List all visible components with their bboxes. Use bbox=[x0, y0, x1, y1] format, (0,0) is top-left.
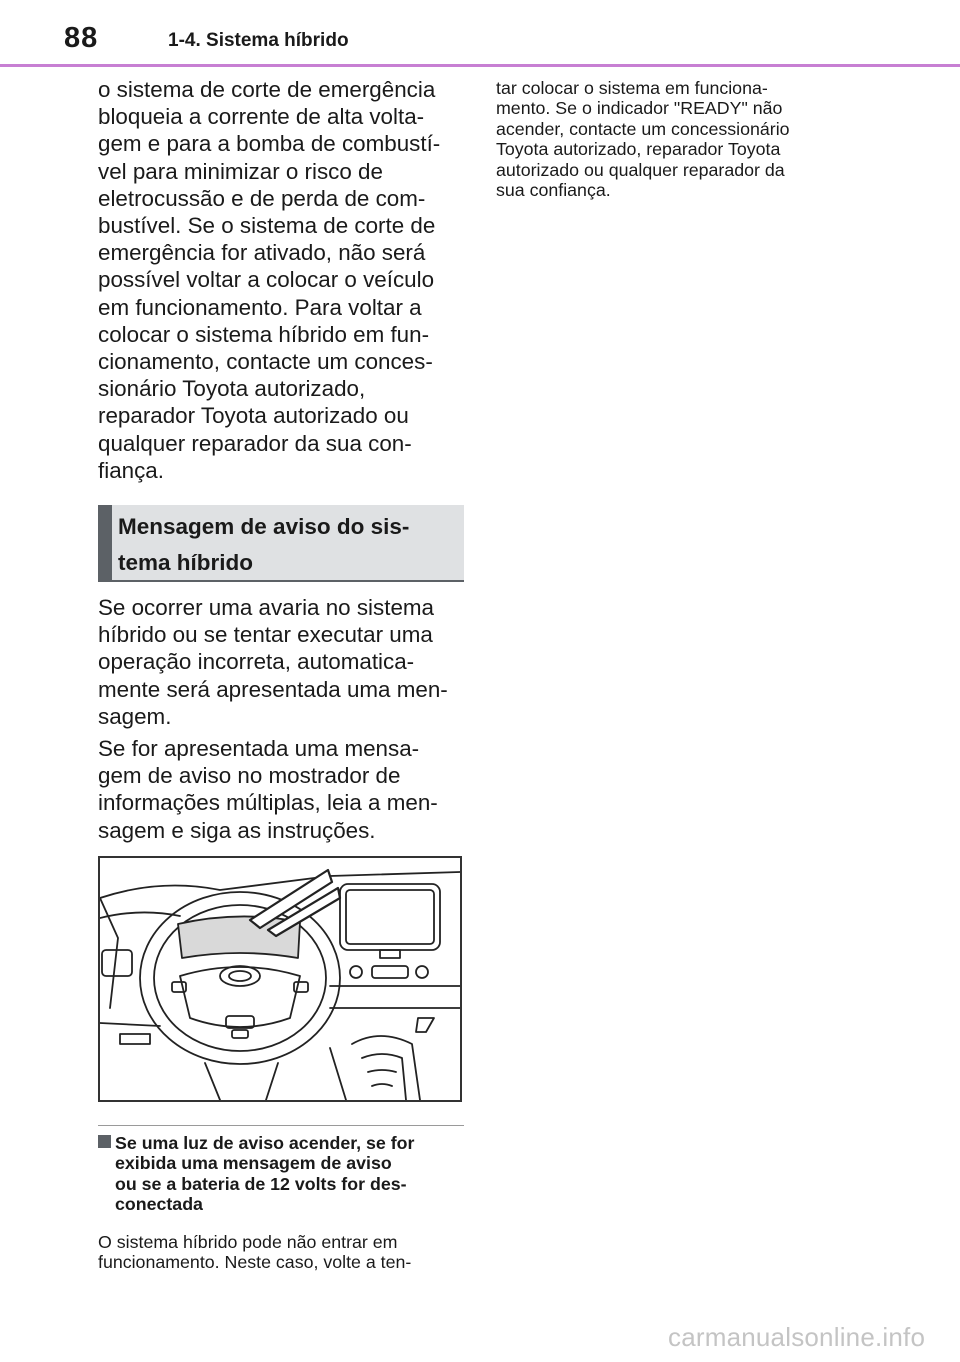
para3-line: Se for apresentada uma mensa- bbox=[98, 736, 420, 761]
right-column-para bbox=[496, 78, 856, 200]
para2-line: mente será apresentada uma men- bbox=[98, 676, 448, 702]
watermark: carmanualsonline.info bbox=[668, 1322, 926, 1352]
subheading-line: Se uma luz de aviso acender, se for bbox=[115, 1133, 415, 1153]
para1-line: qualquer reparador da sua con- bbox=[98, 430, 412, 456]
para1-line: em funcionamento. Para voltar a bbox=[98, 294, 422, 320]
right-para-line: autorizado ou qualquer reparador da bbox=[496, 159, 785, 180]
para1-line: cionamento, contacte um conces- bbox=[98, 349, 433, 375]
section-heading bbox=[98, 505, 464, 582]
para1-line: reparador Toyota autorizado ou bbox=[98, 403, 409, 429]
para1-line: emergência for ativado, não será bbox=[98, 240, 426, 266]
para1-line: o sistema de corte de emergência bbox=[98, 77, 436, 102]
figure-divider bbox=[98, 1125, 464, 1126]
subheading-line: ou se a bateria de 12 volts for des- bbox=[115, 1173, 407, 1194]
right-para-line: Toyota autorizado, reparador Toyota bbox=[496, 139, 781, 160]
right-para-line: acender, contacte um concessionário bbox=[496, 118, 790, 139]
para2-line: operação incorreta, automatica- bbox=[98, 649, 415, 675]
para1-line: eletrocussão e de perda de com- bbox=[98, 185, 426, 211]
header-rule bbox=[0, 64, 960, 67]
subheading-line: conectada bbox=[115, 1194, 203, 1215]
para1-line: possível voltar a colocar o veículo bbox=[98, 267, 435, 293]
para3-line: sagem e siga as instruções. bbox=[98, 817, 376, 843]
para1-line: vel para minimizar o risco de bbox=[98, 158, 383, 184]
page-number: 88 bbox=[64, 22, 99, 54]
para1-line: fiança. bbox=[98, 457, 164, 483]
left-column-para3 bbox=[98, 735, 464, 844]
para1-line: bustível. Se o sistema de corte de bbox=[98, 213, 436, 239]
square-bullet-icon bbox=[98, 1135, 111, 1148]
para2-line: híbrido ou se tentar executar uma bbox=[98, 622, 433, 648]
para2-line: sagem. bbox=[98, 703, 172, 729]
para2-line: Se ocorrer uma avaria no sistema bbox=[98, 595, 435, 620]
para4-line: funcionamento. Neste caso, volte a ten- bbox=[98, 1252, 412, 1273]
left-column-para4 bbox=[98, 1232, 464, 1273]
para3-line: informações múltiplas, leia a men- bbox=[98, 790, 438, 816]
para4-line: O sistema híbrido pode não entrar em bbox=[98, 1232, 398, 1252]
section-title: 1-4. Sistema híbrido bbox=[168, 30, 349, 51]
para3-line: gem de aviso no mostrador de bbox=[98, 763, 401, 789]
subheading bbox=[98, 1133, 464, 1215]
left-column-para2 bbox=[98, 594, 464, 730]
para1-line: bloqueia a corrente de alta volta- bbox=[98, 104, 425, 130]
subheading-line: exibida uma mensagem de aviso bbox=[115, 1153, 392, 1174]
para1-line: sionário Toyota autorizado, bbox=[98, 376, 366, 402]
right-para-line: mento. Se o indicador "READY" não bbox=[496, 98, 783, 119]
para1-line: colocar o sistema híbrido em fun- bbox=[98, 321, 430, 347]
dashboard-illustration-icon bbox=[98, 856, 462, 1102]
section-heading-line: tema híbrido bbox=[118, 550, 254, 575]
para1-line: gem e para a bomba de combustí- bbox=[98, 131, 441, 157]
section-heading-line: Mensagem de aviso do sis- bbox=[118, 514, 410, 539]
left-column-para1 bbox=[98, 76, 464, 484]
right-para-line: tar colocar o sistema em funciona- bbox=[496, 78, 768, 98]
right-para-line: sua confiança. bbox=[496, 180, 611, 201]
